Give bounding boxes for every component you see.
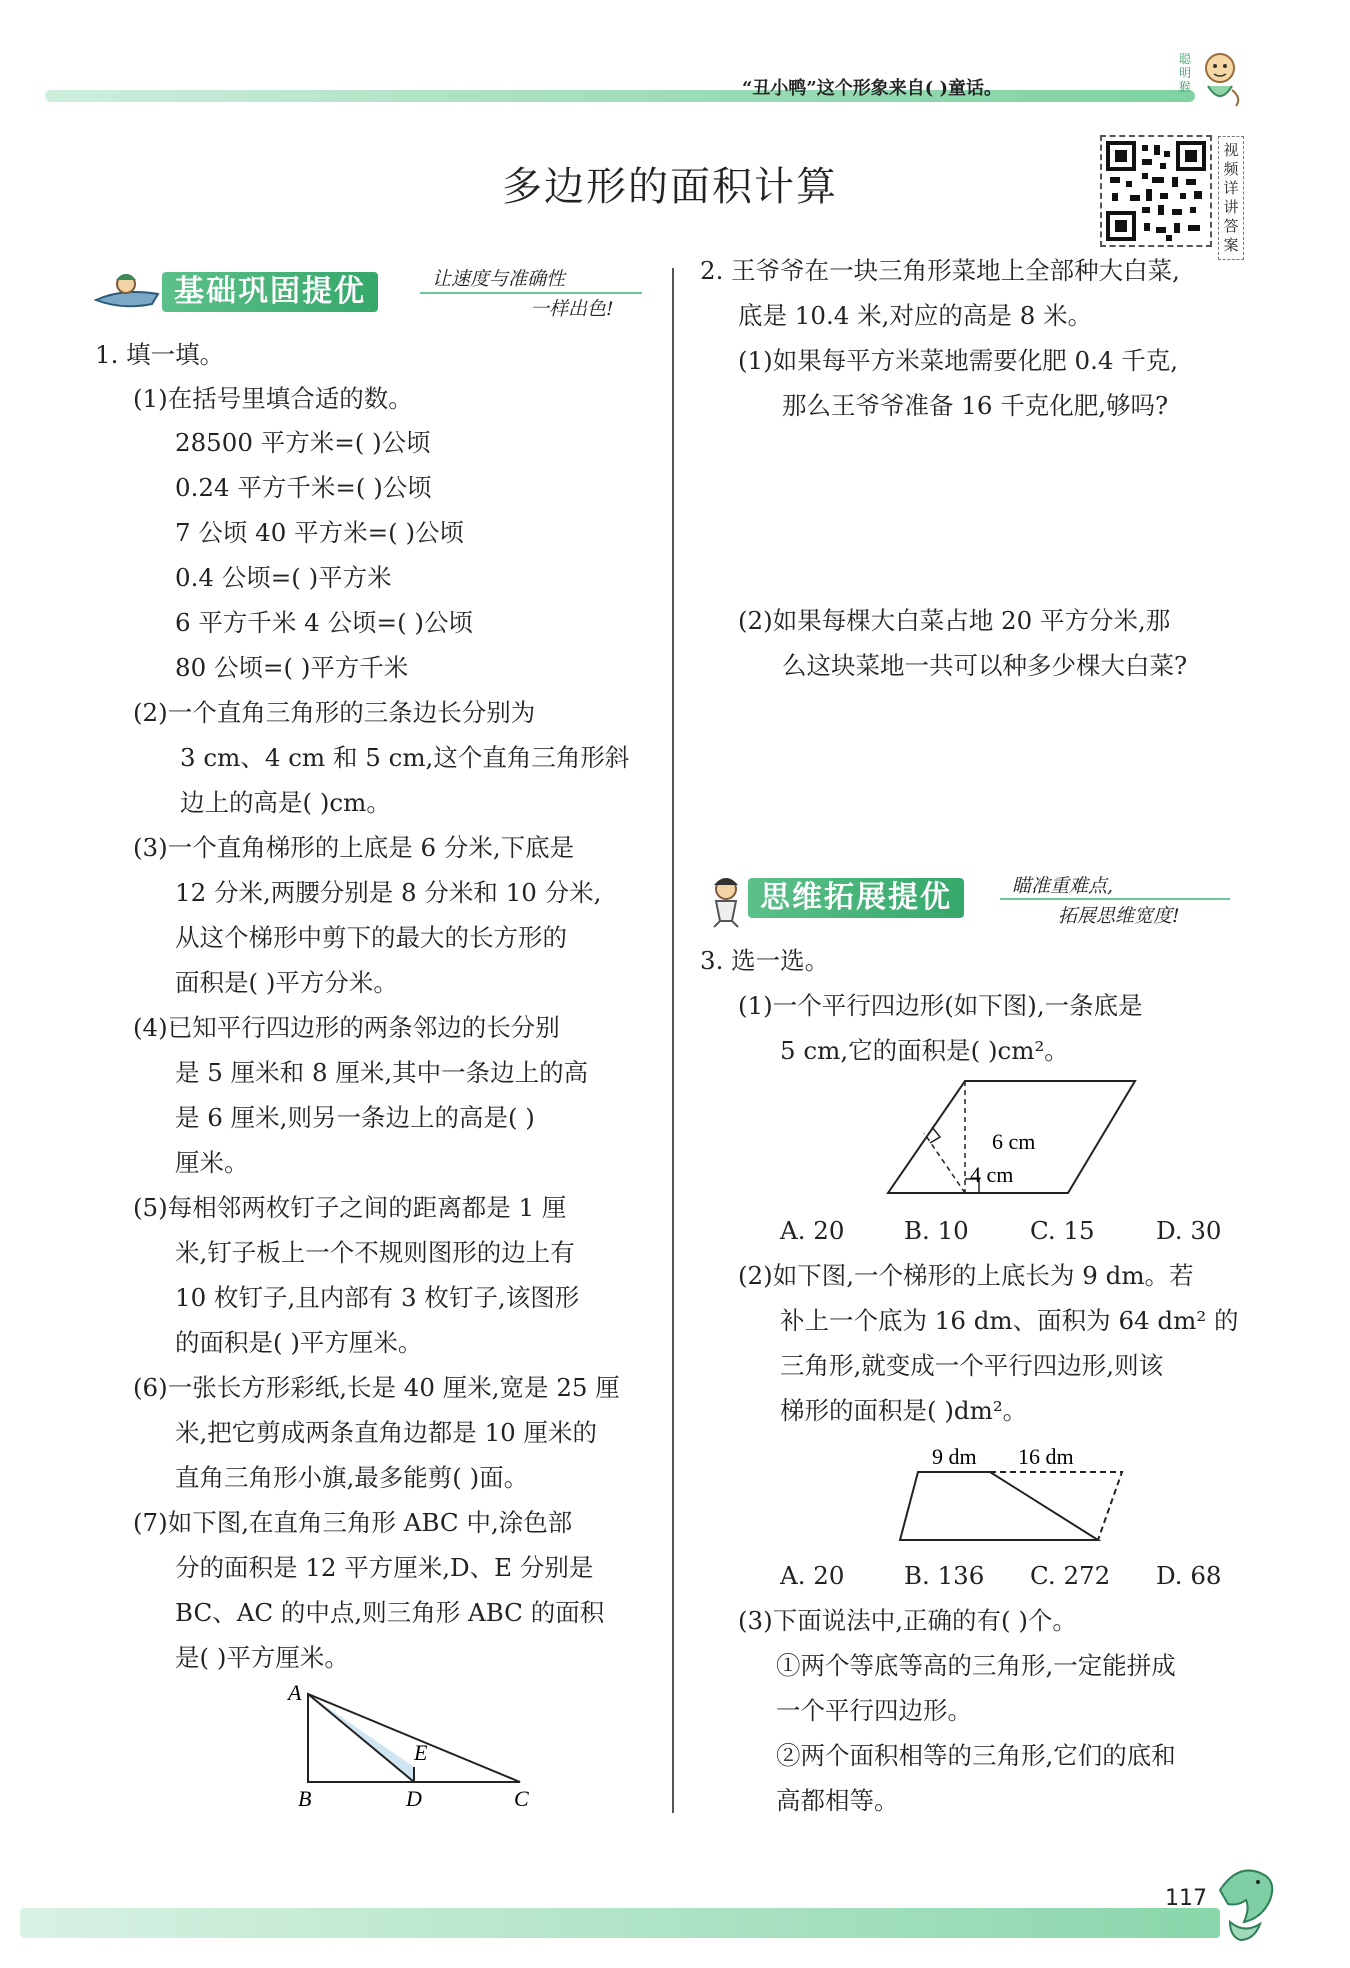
q1-p1-item: 0.4 公顷=( )平方米 xyxy=(175,563,392,592)
q3-p3-line: ①两个等底等高的三角形,一定能拼成 xyxy=(776,1651,1176,1680)
q3-p1-line: (1)一个平行四边形(如下图),一条底是 xyxy=(738,991,1143,1020)
section2-tag-rule xyxy=(1000,898,1230,900)
q1-p5-line: 的面积是( )平方厘米。 xyxy=(175,1328,423,1357)
label-c: C xyxy=(514,1786,529,1810)
q3-p3-line: 高都相等。 xyxy=(776,1786,899,1815)
column-divider xyxy=(672,268,674,1813)
q1-p7-line: 是( )平方厘米。 xyxy=(175,1643,349,1672)
section2-tagline-2: 拓展思维宽度! xyxy=(1058,905,1180,927)
q3-p3-line: (3)下面说法中,正确的有( )个。 xyxy=(738,1606,1077,1635)
section-banner-extend: 思维拓展提优 xyxy=(748,878,964,918)
q2-p2-line: (2)如果每棵大白菜占地 20 平方分米,那 xyxy=(738,606,1171,635)
q1-p5-line: 米,钉子板上一个不规则图形的边上有 xyxy=(175,1238,575,1267)
label-9dm: 9 dm xyxy=(932,1444,977,1469)
plane-kid-icon xyxy=(92,266,164,314)
q1-p6-line: 米,把它剪成两条直角边都是 10 厘米的 xyxy=(175,1418,598,1447)
q1-p1-item: 7 公顷 40 平方米=( )公顷 xyxy=(175,518,465,547)
section1-tagline-2: 一样出色! xyxy=(530,298,614,320)
q1-p4-line: (4)已知平行四边形的两条邻边的长分别 xyxy=(133,1013,560,1042)
section-banner-basic: 基础巩固提优 xyxy=(162,272,378,312)
q1-p4-line: 是 5 厘米和 8 厘米,其中一条边上的高 xyxy=(175,1058,589,1087)
label-d: D xyxy=(406,1786,422,1810)
q3-p2-option-c[interactable]: C. 272 xyxy=(1030,1561,1111,1590)
section1-tagline-1: 让速度与准确性 xyxy=(432,268,566,290)
q2-p1-line: (1)如果每平方米菜地需要化肥 0.4 千克, xyxy=(738,346,1179,375)
q1-p1-item: 6 平方千米 4 公顷=( )公顷 xyxy=(175,608,473,637)
q3-p2-line: (2)如下图,一个梯形的上底长为 9 dm。若 xyxy=(738,1261,1194,1290)
q3-p2-option-b[interactable]: B. 136 xyxy=(904,1561,985,1590)
q1-p5-line: 10 枚钉子,且内部有 3 枚钉子,该图形 xyxy=(175,1283,580,1312)
dolphin-icon xyxy=(1210,1860,1280,1945)
kid-icon xyxy=(700,873,752,929)
header-note: “丑小鸭”这个形象来自( )童话。 xyxy=(742,78,1003,99)
q3-p1-line: 5 cm,它的面积是( )cm²。 xyxy=(780,1036,1069,1065)
q1-p1-item: 80 公顷=( )平方千米 xyxy=(175,653,409,682)
q2-p1-line: 那么王爷爷准备 16 千克化肥,够吗? xyxy=(782,391,1169,420)
q1-p3-line: 12 分米,两腰分别是 8 分米和 10 分米, xyxy=(175,878,602,907)
q1-p3-line: 从这个梯形中剪下的最大的长方形的 xyxy=(175,923,567,952)
q3-p3-line: ②两个面积相等的三角形,它们的底和 xyxy=(776,1741,1176,1770)
label-6cm: 6 cm xyxy=(992,1129,1036,1154)
trapezoid-figure xyxy=(890,1440,1130,1545)
q3-p2-option-d[interactable]: D. 68 xyxy=(1156,1561,1222,1590)
page-number: 117 xyxy=(1165,1886,1207,1911)
qr-label: 视频详讲答案 xyxy=(1218,136,1244,260)
q1-p1-item: 28500 平方米=( )公顷 xyxy=(175,428,431,457)
q1-p7-line: 分的面积是 12 平方厘米,D、E 分别是 xyxy=(175,1553,594,1582)
parallelogram-figure xyxy=(880,1075,1145,1200)
q1-p7-line: BC、AC 的中点,则三角形 ABC 的面积 xyxy=(175,1598,605,1627)
q3-p1-option-b[interactable]: B. 10 xyxy=(904,1216,969,1245)
q1-p4-line: 是 6 厘米,则另一条边上的高是( ) xyxy=(175,1103,535,1132)
label-e: E xyxy=(414,1740,428,1765)
q3-p3-line: 一个平行四边形。 xyxy=(776,1696,972,1725)
header-bar xyxy=(45,90,1195,102)
q2-p2-line: 么这块菜地一共可以种多少棵大白菜? xyxy=(782,651,1188,680)
q3-p1-option-a[interactable]: A. 20 xyxy=(780,1216,845,1245)
footer-bar xyxy=(20,1908,1220,1938)
section2-tagline-1: 瞄准重难点, xyxy=(1012,875,1114,897)
q3-p2-line: 三角形,就变成一个平行四边形,则该 xyxy=(780,1351,1164,1380)
label-4cm: 4 cm xyxy=(970,1162,1014,1187)
q1-p3-line: 面积是( )平方分米。 xyxy=(175,968,398,997)
q1-head: 1. 填一填。 xyxy=(95,340,225,369)
q1-p6-line: (6)一张长方形彩纸,长是 40 厘米,宽是 25 厘 xyxy=(133,1373,620,1402)
q3-p2-line: 梯形的面积是( )dm²。 xyxy=(780,1396,1028,1425)
q1-p5-line: (5)每相邻两枚钉子之间的距离都是 1 厘 xyxy=(133,1193,567,1222)
q1-p6-line: 直角三角形小旗,最多能剪( )面。 xyxy=(175,1463,529,1492)
q3-p2-option-a[interactable]: A. 20 xyxy=(780,1561,845,1590)
mascot-label: 聪明猴 xyxy=(1178,52,1191,94)
q2-head-line: 2. 王爷爷在一块三角形菜地上全部种大白菜, xyxy=(700,256,1180,285)
q1-p1: (1)在括号里填合适的数。 xyxy=(133,384,413,413)
q1-p2-line: (2)一个直角三角形的三条边长分别为 xyxy=(133,698,536,727)
label-a: A xyxy=(288,1680,302,1705)
label-16dm: 16 dm xyxy=(1018,1444,1074,1469)
q1-p2-line: 3 cm、4 cm 和 5 cm,这个直角三角形斜 xyxy=(180,743,630,772)
q2-head-line: 底是 10.4 米,对应的高是 8 米。 xyxy=(738,301,1093,330)
q1-p1-item: 0.24 平方千米=( )公顷 xyxy=(175,473,432,502)
q3-p2-line: 补上一个底为 16 dm、面积为 64 dm² 的 xyxy=(780,1306,1239,1335)
q1-p3-line: (3)一个直角梯形的上底是 6 分米,下底是 xyxy=(133,833,575,862)
triangle-abc-figure xyxy=(280,1680,540,1810)
q1-p7-line: (7)如下图,在直角三角形 ABC 中,涂色部 xyxy=(133,1508,573,1537)
section1-tag-rule xyxy=(420,292,642,294)
q1-p4-line: 厘米。 xyxy=(175,1148,249,1177)
label-b: B xyxy=(298,1786,312,1810)
q1-p2-line: 边上的高是( )cm。 xyxy=(180,788,391,817)
qr-code-icon[interactable] xyxy=(1100,135,1212,247)
q3-p1-option-c[interactable]: C. 15 xyxy=(1030,1216,1095,1245)
q3-p1-option-d[interactable]: D. 30 xyxy=(1156,1216,1222,1245)
q3-head: 3. 选一选。 xyxy=(700,946,830,975)
page-title: 多边形的面积计算 xyxy=(502,164,838,210)
